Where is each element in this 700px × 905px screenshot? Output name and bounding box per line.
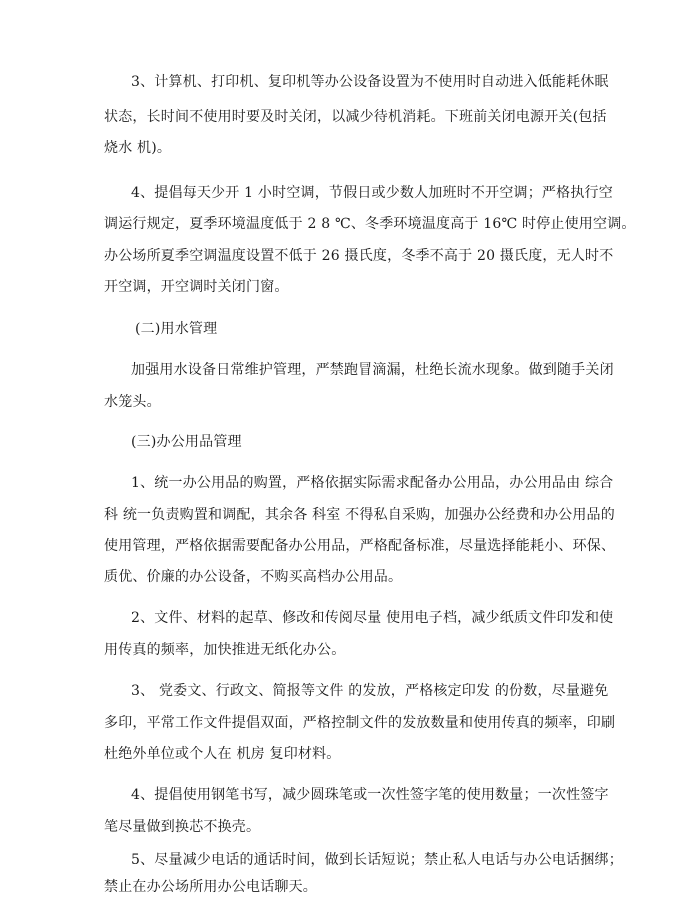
paragraph-supplies1-line4: 质优、价廉的办公设备，不购买高档办公用品。 — [104, 569, 403, 585]
paragraph-water-line2: 水笼头。 — [104, 394, 161, 410]
paragraph-item4-line3: 办公场所夏季空调温度设置不低于 26 摄氏度，冬季不高于 20 摄氏度，无人时不 — [104, 248, 614, 264]
paragraph-supplies2-line1: 2、文件、材料的起草、修改和传阅尽量 使用电子档，减少纸质文件印发和使 — [131, 610, 614, 626]
section-heading-water: (二)用水管理 — [135, 321, 218, 337]
paragraph-item4-line4: 开空调，开空调时关闭门窗。 — [104, 279, 289, 295]
paragraph-supplies2-line2: 用传真的频率，加快推进无纸化办公。 — [104, 642, 346, 658]
paragraph-item4-line2: 调运行规定，夏季环境温度低于 2 8 ℃、冬季环境温度高于 16℃ 时停止使用空调。 — [104, 216, 636, 232]
paragraph-item3-line3: 烧水 机)。 — [104, 140, 172, 156]
paragraph-item3-line1: 3、计算机、打印机、复印机等办公设备设置为不使用时自动进入低能耗休眠 — [131, 74, 609, 90]
paragraph-supplies1-line2: 科 统一负责购置和调配，其余各 科室 不得私自采购，加强办公经费和办公用品的 — [104, 507, 615, 523]
paragraph-item3-line2: 状态，长时间不使用时要及时关闭，以减少待机消耗。下班前关闭电源开关(包括 — [104, 109, 607, 125]
paragraph-supplies4-line2: 笔尽量做到换芯不换壳。 — [104, 819, 261, 835]
section-heading-office-supplies: (三)办公用品管理 — [131, 434, 242, 450]
paragraph-supplies4-line1: 4、提倡使用钢笔书写，减少圆珠笔或一次性签字笔的使用数量；一次性签字 — [131, 787, 609, 803]
paragraph-supplies1-line1: 1、统一办公用品的购置，严格依据实际需求配备办公用品，办公用品由 综合 — [131, 475, 614, 491]
paragraph-water-line1: 加强用水设备日常维护管理，严禁跑冒滴漏，杜绝长流水现象。做到随手关闭 — [131, 362, 614, 378]
paragraph-supplies1-line3: 使用管理，严格依据需要配备办公用品，严格配备标准，尽量选择能耗小、环保、 — [104, 538, 616, 554]
paragraph-supplies3-line3: 杜绝外单位或个人在 机房 复印材料。 — [104, 746, 341, 762]
paragraph-item4-line1: 4、提倡每天少开 1 小时空调，节假日或少数人加班时不开空调；严格执行空 — [131, 185, 613, 201]
paragraph-supplies3-line2: 多印，平常工作文件提倡双面，严格控制文件的发放数量和使用传真的频率，印刷 — [104, 715, 616, 731]
paragraph-supplies5-line2: 禁止在办公场所用办公电话聊天。 — [104, 879, 317, 895]
paragraph-supplies3-line1: 3、 党委文、行政文、简报等文件 的发放，严格核定印发 的份数，尽量避免 — [131, 683, 609, 699]
paragraph-supplies5-line1: 5、尽量减少电话的通话时间，做到长话短说；禁止私人电话与办公电话捆绑； — [131, 852, 623, 868]
